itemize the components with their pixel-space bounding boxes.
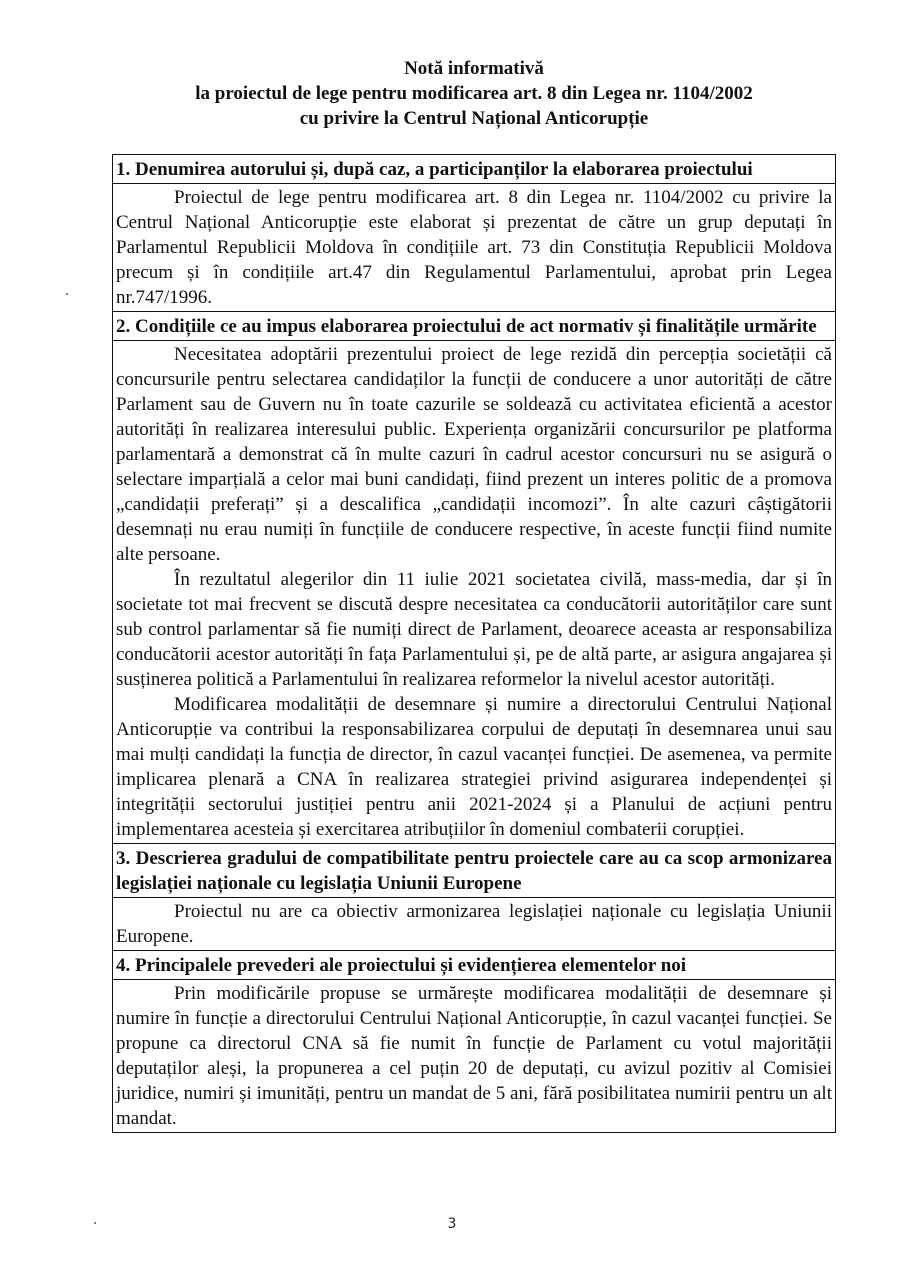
title-line-3: cu privire la Centrul Național Anticorupție <box>299 108 649 129</box>
section-1-heading: 1. Denumirea autorului și, după caz, a participanților la elaborarea proiectului <box>113 155 835 184</box>
section-1-body <box>113 184 835 312</box>
title-line-1: Notă informativă <box>404 58 544 79</box>
scan-speck <box>94 1222 96 1224</box>
section-4-heading: 4. Principalele prevederi ale proiectului și evidențierea elementelor noi <box>113 951 835 980</box>
section-1-paragraph-1: Proiectul de lege pentru modificarea art. 8 din Legea nr. 1104/2002 cu privire la Centrul Național Anticorupție este elaborat și prezentat de către un grup deputați în Parlamentul Republicii Moldova în condițiile art. 73 din Constituția Republicii Moldova precum și în condițiile art.47 din Regulamentul Parlamentului, aprobat prin Legea nr.747/1996. <box>116 187 832 308</box>
section-2-paragraph-1: Necesitatea adoptării prezentului proiect de lege rezidă din percepția societății că concursurile pentru selectarea candidaților la funcții de conducere a unor autorități de către Parlament sau de Guvern nu în toate cazurile se soldează cu activitatea eficientă a acestor autorități în realizarea interesului public. Experiența organizării concursurilor pe platforma parlamentară a demonstrat că în multe cazuri în cadrul acestor concursuri nu se asigură o selectare imparțială a celor mai buni candidați, fiind prezent un interes politic de a promova „candidații preferați” și a descalifica „candidații incomozi”. În alte cazuri câștigătorii desemnați nu erau numiți în funcțiile de conducere respective, în aceste funcții fiind numite alte persoane. <box>116 344 832 565</box>
scan-speck <box>66 293 68 295</box>
section-3-heading: 3. Descrierea gradului de compatibilitate pentru proiectele care au ca scop armonizarea legislației naționale cu legislația Uniunii Europene <box>113 844 835 898</box>
section-4-body <box>113 980 835 1132</box>
information-table <box>112 154 836 1133</box>
section-2-heading: 2. Condițiile ce au impus elaborarea proiectului de act normativ și finalitățile urmărite <box>113 312 835 341</box>
page-number: 3 <box>447 1216 457 1232</box>
title-line-2: la proiectul de lege pentru modificarea art. 8 din Legea nr. 1104/2002 <box>195 83 753 104</box>
section-3-paragraph-1: Proiectul nu are ca obiectiv armonizarea legislației naționale cu legislația Uniunii Europene. <box>116 901 832 947</box>
section-2-paragraph-2: În rezultatul alegerilor din 11 iulie 2021 societatea civilă, mass-media, dar și în societate tot mai frecvent se discută despre necesitatea ca conducătorii autorităților care sunt sub control parlamentar să fie numiți direct de Parlament, deoarece aceasta ar responsabiliza conducătorii acestor autorități în fața Parlamentului și, pe de altă parte, ar asigura angajarea și susținerea politică a Parlamentului în realizarea reformelor la nivelul acestor autorități. <box>116 569 832 690</box>
section-4-paragraph-1: Prin modificările propuse se urmărește modificarea modalității de desemnare și numire în funcție a directorului Centrului Național Anticorupție, în cazul vacanței funcției. Se propune ca directorul CNA să fie numit în funcție de Parlament cu votul majorității deputaților aleși, la propunerea a cel puțin 20 de deputați, cu avizul pozitiv al Comisiei juridice, numiri și imunități, pentru un mandat de 5 ani, fără posibilitatea numirii pentru un alt mandat. <box>116 983 832 1129</box>
section-3-body <box>113 898 835 951</box>
section-2-body <box>113 341 835 844</box>
section-2-paragraph-3: Modificarea modalității de desemnare și numire a directorului Centrului Național Anticorupție va contribui la responsabilizarea corpului de deputați în desemnarea unui sau mai mulți candidați la funcția de director, în cazul vacanței funcției. De asemenea, va permite implicarea plenară a CNA în realizarea strategiei privind asigurarea independenței și integrității sectorului justiției pentru anii 2021-2024 și a Planului de acțiuni pentru implementarea acesteia și exercitarea atribuțiilor în domeniul combaterii corupției. <box>116 694 832 840</box>
document-title <box>112 56 836 131</box>
